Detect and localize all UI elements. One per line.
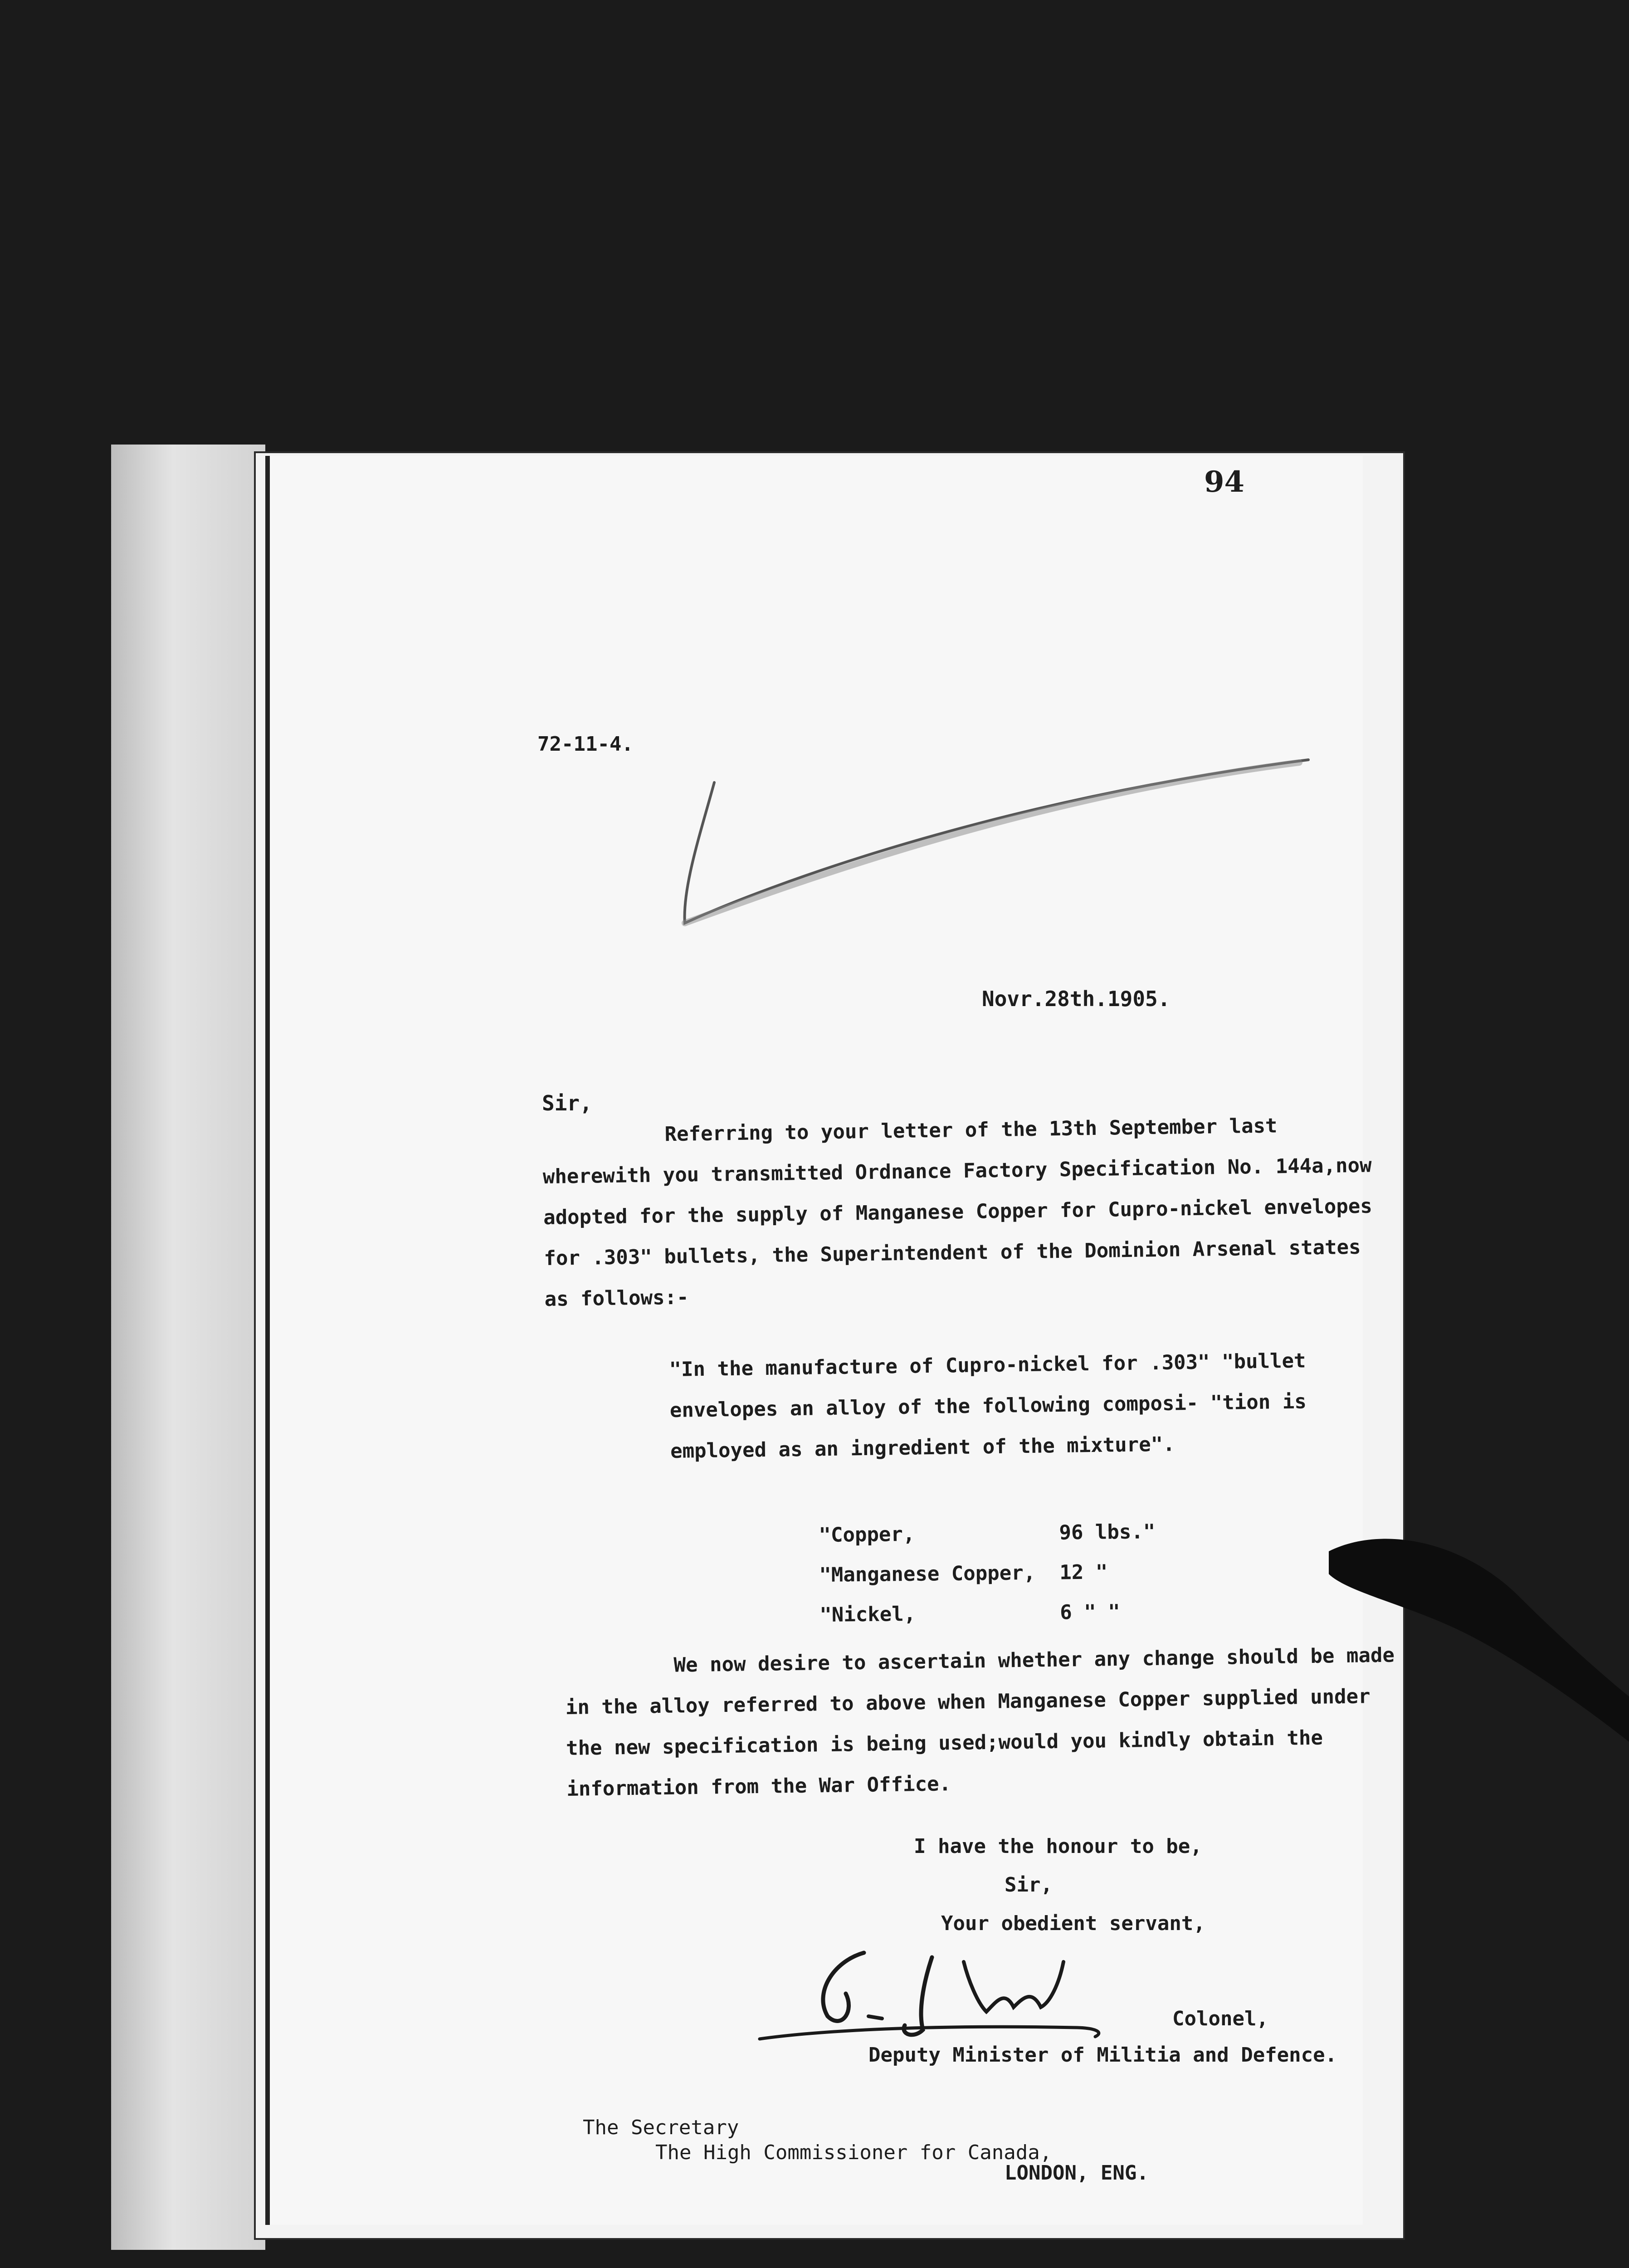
letter-page [265, 456, 1395, 2225]
alloy-name: "Nickel, [819, 1602, 916, 1627]
pen-stroke-mark [673, 742, 1317, 941]
salutation: Sir, [542, 1091, 592, 1115]
body-paragraph: Referring to your letter of the 13th September last wherewith you transmitted Ordnance Factory Specification No. 144a,now adopted for the supply of Manganese Copper for Cupro-nickel envelopes for .303" bullets, the Superintendent of the Dominion Arsenal states as follows:- [542, 1114, 1373, 1311]
closing-line-servant: Your obedient servant, [941, 1912, 1205, 1935]
alloy-row [819, 1591, 1156, 1635]
alloy-amount: 96 lbs." [1059, 1520, 1156, 1544]
alloy-composition-table [819, 1511, 1156, 1635]
closing-line-honour: I have the honour to be, [914, 1835, 1202, 1858]
alloy-amount: 12 " [1059, 1560, 1108, 1584]
reference-number: 72-11-4. [537, 733, 634, 756]
alloy-amount: 6 " " [1060, 1600, 1120, 1624]
addressee-line: The Secretary [583, 2116, 739, 2139]
alloy-name: "Manganese Copper, [819, 1561, 1036, 1587]
alloy-name: "Copper, [819, 1522, 915, 1547]
closing-line-sir: Sir, [1005, 1873, 1053, 1897]
alloy-row [819, 1551, 1156, 1595]
letter-date: Novr.28th.1905. [982, 987, 1171, 1011]
closing-paragraph: We now desire to ascertain whether any change should be made in the alloy referred to above when Manganese Copper supplied under the new specification is being used;would you kindly obtain the information from the War Office. [565, 1643, 1395, 1801]
page-number: 94 [1204, 465, 1245, 499]
signatory-rank: Colonel, [1172, 2007, 1268, 2030]
knife-shadow [1329, 1524, 1629, 1742]
quoted-paragraph: "In the manufacture of Cupro-nickel for .303" "bullet envelopes an alloy of the following composi- "tion is employed as an ingredient of the mixture". [669, 1349, 1307, 1463]
addressee-line: LONDON, ENG. [1005, 2161, 1149, 2185]
alloy-row [819, 1511, 1156, 1555]
signatory-title: Deputy Minister of Militia and Defence. [868, 2043, 1337, 2067]
film-edge [111, 445, 265, 2250]
addressee-line: The High Commissioner for Canada, [655, 2141, 1052, 2164]
handwritten-signature [751, 1935, 1150, 2062]
